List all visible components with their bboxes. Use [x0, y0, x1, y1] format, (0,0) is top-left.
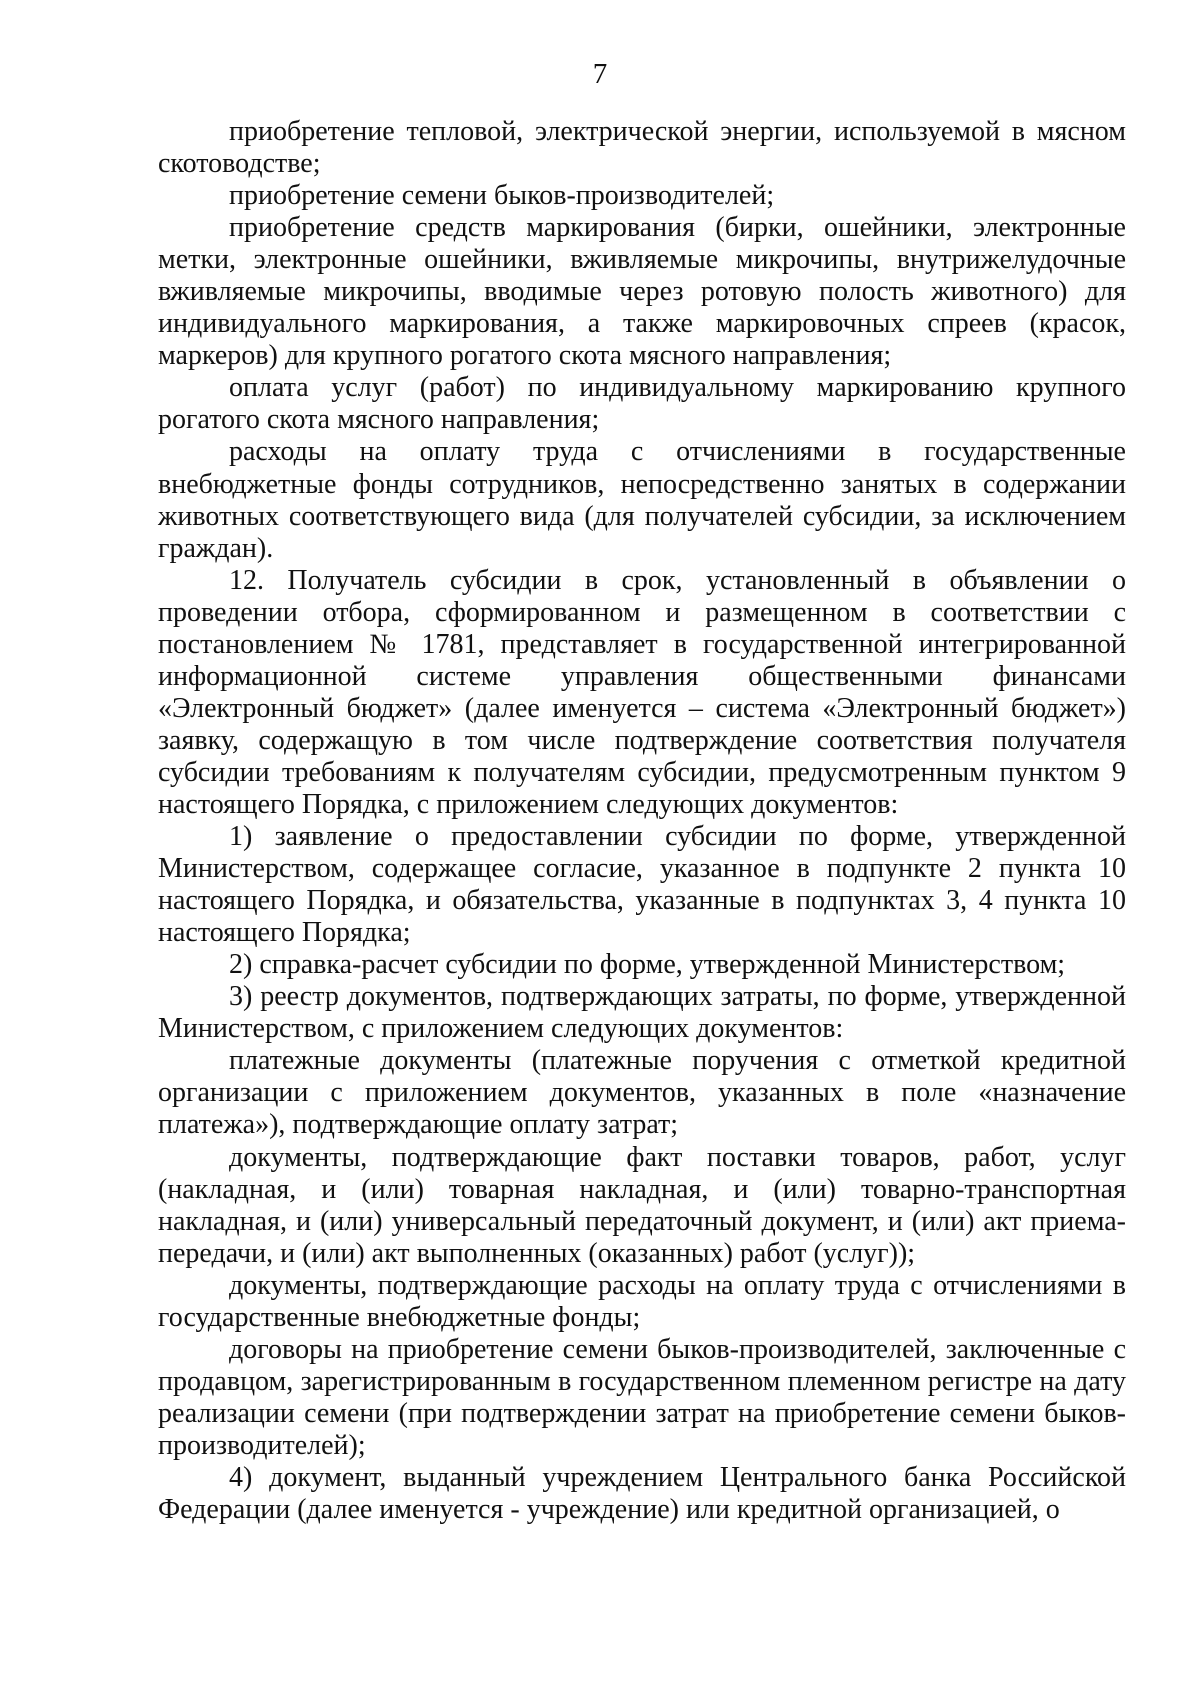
paragraph-subitem-1: 1) заявление о предоставлении субсидии по форме, утвержденной Министерством, содержащее согласие, указанное в подпункте 2 пункта 10 настоящего Порядка, и обязательства, указанные в подпунктах 3, 4 пункта 10 настоящего Порядка;	[158, 821, 1126, 949]
paragraph-delivery-documents: документы, подтверждающие факт поставки товаров, работ, услуг (накладная, и (или) товарная накладная, и (или) товарно-транспортная накладная, и (или) универсальный передаточный документ, и (или) акт приема-передачи, и (или) акт выполненных (оказанных) работ (услуг));	[158, 1141, 1126, 1269]
paragraph-marking-services: оплата услуг (работ) по индивидуальному маркированию крупного рогатого скота мясного направления;	[158, 372, 1126, 436]
paragraph-bull-semen: приобретение семени быков-производителей;	[229, 180, 775, 212]
paragraph-marking-means: приобретение средств маркирования (бирки, ошейники, электронные метки, электронные ошейники, вживляемые микрочипы, внутрижелудочные вживляемые микрочипы, вводимые через ротовую полость животного) для индивидуального маркирования, а также маркировочных спреев (красок, маркеров) для крупного рогатого скота мясного направления;	[158, 212, 1126, 372]
paragraph-semen-contracts: договоры на приобретение семени быков-производителей, заключенные с продавцом, зарегистрированным в государственном племенном регистре на дату реализации семени (при подтверждении затрат на приобретение семени быков-производителей);	[158, 1333, 1126, 1461]
paragraph-subitem-4: 4) документ, выданный учреждением Центрального банка Российской Федерации (далее именуется - учреждение) или кредитной организацией, о	[158, 1461, 1126, 1526]
paragraph-labor-documents: документы, подтверждающие расходы на оплату труда с отчислениями в государственные внебюджетные фонды;	[158, 1269, 1126, 1333]
paragraph-heat-energy: приобретение тепловой, электрической энергии, используемой в мясном скотоводстве;	[158, 116, 1126, 180]
paragraph-labor-costs: расходы на оплату труда с отчислениями в государственные внебюджетные фонды сотрудников, непосредственно занятых в содержании животных соответствующего вида (для получателей субсидии, за исключением граждан).	[158, 436, 1126, 564]
paragraph-subitem-2: 2) справка-расчет субсидии по форме, утвержденной Министерством;	[229, 949, 1066, 981]
paragraph-item-12: 12. Получатель субсидии в срок, установленный в объявлении о проведении отбора, сформированном и размещенном в соответствии с постановлением № 1781, представляет в государственной интегрированной информационной системе управления общественными финансами «Электронный бюджет» (далее именуется – система «Электронный бюджет») заявку, содержащую в том числе подтверждение соответствия получателя субсидии требованиям к получателям субсидии, предусмотренным пунктом 9 настоящего Порядка, с приложением следующих документов:	[158, 564, 1126, 820]
paragraph-payment-documents: платежные документы (платежные поручения с отметкой кредитной организации с приложением документов, указанных в поле «назначение платежа»), подтверждающие оплату затрат;	[158, 1045, 1126, 1141]
paragraph-subitem-3: 3) реестр документов, подтверждающих затраты, по форме, утвержденной Министерством, с приложением следующих документов:	[158, 981, 1126, 1045]
page-number: 7	[592, 58, 608, 90]
document-body	[158, 116, 1126, 1526]
